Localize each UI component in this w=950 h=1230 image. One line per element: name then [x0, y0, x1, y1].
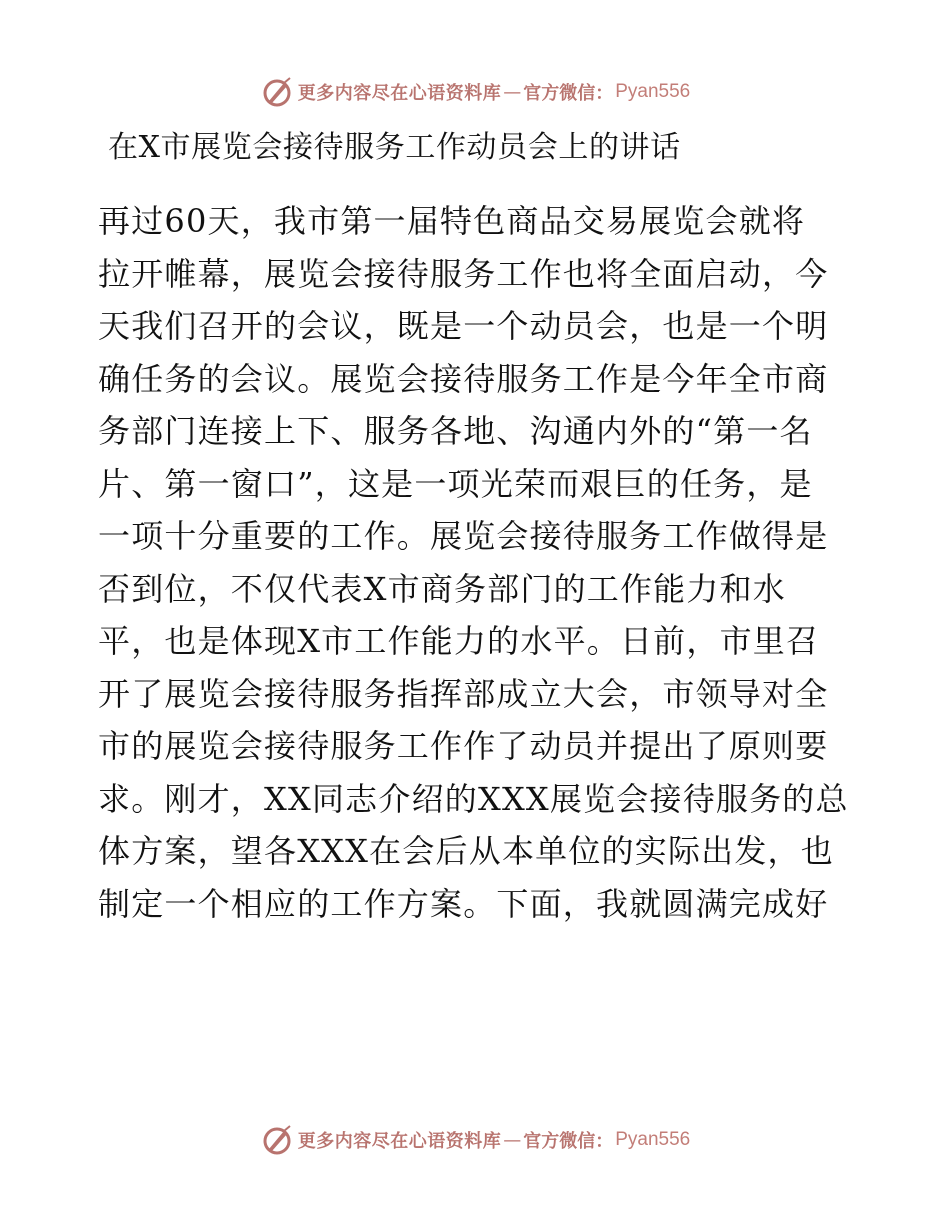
watermark-main-text: 更多内容尽在心语资料库: [297, 1131, 502, 1152]
body-line: 天我们召开的会议，既是一个动员会，也是一个明: [98, 307, 829, 345]
body-line: 再过60天，我市第一届特色商品交易展览会就将: [98, 202, 806, 240]
quill-pen-circle-icon: [260, 1123, 294, 1157]
watermark-wechat-id: Pyan556: [615, 1129, 691, 1150]
body-line: 拉开帷幕，展览会接待服务工作也将全面启动，今: [98, 254, 829, 293]
body-line: 一项十分重要的工作。展览会接待服务工作做得是: [98, 517, 829, 555]
body-line: 求。刚才，XX同志介绍的XXX展览会接待服务的总: [98, 779, 849, 818]
watermark-separator: —: [503, 1129, 522, 1151]
watermark-footer: [0, 1120, 950, 1160]
body-line: 市的展览会接待服务工作作了动员并提出了原则要: [98, 727, 829, 765]
body-line: 确任务的会议。展览会接待服务工作是今年全市商: [98, 359, 829, 398]
quill-pen-circle-icon: [260, 75, 294, 109]
watermark-official-label: 官方微信：: [523, 1131, 614, 1152]
body-line: 体方案，望各XXX在会后从本单位的实际出发，也: [98, 832, 834, 870]
watermark-main-text: 更多内容尽在心语资料库: [297, 83, 502, 104]
body-line: 开了展览会接待服务指挥部成立大会，市领导对全: [98, 674, 829, 713]
watermark-wechat-id: Pyan556: [615, 81, 691, 102]
body-line: 否到位，不仅代表X市商务部门的工作能力和水: [98, 569, 786, 608]
watermark-official-label: 官方微信：: [523, 83, 614, 104]
watermark-separator: —: [503, 81, 522, 103]
body-line: 制定一个相应的工作方案。下面，我就圆满完成好: [98, 884, 829, 923]
body-line: 务部门连接上下、服务各地、沟通内外的“第一名: [98, 412, 813, 450]
document-title: 在X市展览会接待服务工作动员会上的讲话: [108, 130, 681, 165]
body-line: 平，也是体现X市工作能力的水平。日前，市里召: [98, 622, 820, 660]
watermark-header: [0, 72, 950, 112]
body-line: 片、第一窗口”，这是一项光荣而艰巨的任务，是: [98, 464, 813, 503]
document-body: [98, 195, 858, 930]
